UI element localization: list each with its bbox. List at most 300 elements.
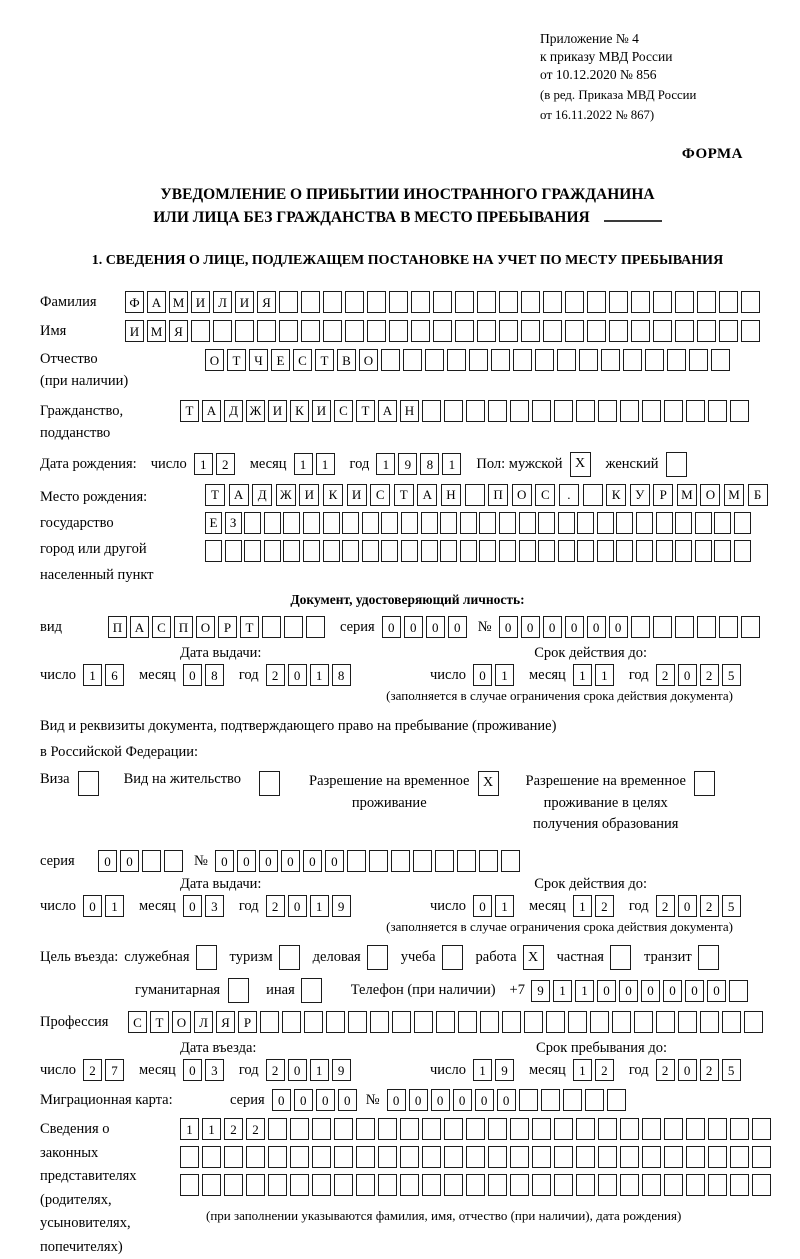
char-box[interactable] [301,320,320,342]
char-box[interactable] [563,1089,582,1111]
char-box[interactable]: 0 [259,850,278,872]
char-box[interactable] [711,349,730,371]
char-box[interactable]: 0 [663,980,682,1002]
char-box[interactable] [697,616,716,638]
char-box[interactable] [283,512,300,534]
char-box[interactable]: 0 [678,664,697,686]
char-box[interactable] [403,349,422,371]
char-box[interactable] [653,291,672,313]
char-box[interactable] [488,1146,507,1168]
char-box[interactable] [541,1089,560,1111]
char-box[interactable] [532,1118,551,1140]
char-box[interactable] [577,540,594,562]
char-box[interactable] [741,320,760,342]
char-box[interactable]: С [152,616,171,638]
char-box[interactable] [488,1118,507,1140]
char-box[interactable]: 0 [409,1089,428,1111]
char-box[interactable]: 0 [707,980,726,1002]
char-box[interactable]: 0 [473,895,492,917]
char-box[interactable] [488,400,507,422]
char-box[interactable]: Д [224,400,243,422]
char-box[interactable]: Е [205,512,222,534]
char-box[interactable] [576,400,595,422]
char-box[interactable] [741,616,760,638]
char-box[interactable] [499,291,518,313]
char-box[interactable] [634,1011,653,1033]
char-box[interactable] [653,616,672,638]
char-box[interactable]: 2 [246,1118,265,1140]
char-box[interactable] [609,320,628,342]
char-box[interactable]: 2 [656,664,675,686]
char-box[interactable]: Ч [249,349,268,371]
char-box[interactable] [356,1174,375,1196]
char-box[interactable]: 2 [656,895,675,917]
char-box[interactable]: 0 [387,1089,406,1111]
char-box[interactable] [202,1174,221,1196]
char-box[interactable] [590,1011,609,1033]
char-box[interactable] [519,540,536,562]
char-box[interactable]: 0 [288,664,307,686]
char-box[interactable] [730,1118,749,1140]
char-box[interactable] [400,1118,419,1140]
char-box[interactable] [306,616,325,638]
char-box[interactable] [675,540,692,562]
char-box[interactable] [246,1146,265,1168]
char-box[interactable] [244,512,261,534]
char-box[interactable] [519,1089,538,1111]
char-box[interactable] [636,512,653,534]
char-box[interactable] [664,400,683,422]
char-box[interactable]: И [299,484,319,506]
char-box[interactable] [477,291,496,313]
char-box[interactable] [279,291,298,313]
char-box[interactable]: 0 [678,895,697,917]
char-box[interactable] [708,1174,727,1196]
char-box[interactable] [279,320,298,342]
char-box[interactable] [391,850,410,872]
char-box[interactable] [645,349,664,371]
char-box[interactable] [585,1089,604,1111]
char-box[interactable] [698,945,719,970]
char-box[interactable] [225,540,242,562]
char-box[interactable] [631,616,650,638]
char-box[interactable] [607,1089,626,1111]
char-box[interactable]: П [108,616,127,638]
char-box[interactable] [301,291,320,313]
char-box[interactable] [708,400,727,422]
char-box[interactable]: О [359,349,378,371]
char-box[interactable] [521,291,540,313]
char-box[interactable] [381,349,400,371]
char-box[interactable] [411,291,430,313]
char-box[interactable] [78,771,99,796]
char-box[interactable]: 1 [442,453,461,475]
char-box[interactable]: 5 [722,895,741,917]
char-box[interactable] [284,616,303,638]
char-box[interactable]: X [570,452,591,477]
char-box[interactable] [752,1146,771,1168]
char-box[interactable] [694,771,715,796]
char-box[interactable] [729,980,748,1002]
char-box[interactable] [334,1174,353,1196]
char-box[interactable]: 0 [543,616,562,638]
char-box[interactable] [686,400,705,422]
char-box[interactable] [466,1118,485,1140]
char-box[interactable] [244,540,261,562]
char-box[interactable]: 0 [288,1059,307,1081]
char-box[interactable] [576,1174,595,1196]
char-box[interactable]: 0 [431,1089,450,1111]
char-box[interactable]: Н [400,400,419,422]
char-box[interactable] [598,400,617,422]
char-box[interactable]: 0 [473,664,492,686]
char-box[interactable]: 0 [120,850,139,872]
char-box[interactable]: 2 [595,895,614,917]
char-box[interactable] [191,320,210,342]
char-box[interactable]: П [174,616,193,638]
char-box[interactable] [686,1174,705,1196]
char-box[interactable]: 3 [205,895,224,917]
char-box[interactable] [719,291,738,313]
char-box[interactable] [479,512,496,534]
char-box[interactable] [290,1146,309,1168]
char-box[interactable]: 0 [215,850,234,872]
char-box[interactable] [675,616,694,638]
char-box[interactable]: 0 [325,850,344,872]
char-box[interactable]: У [630,484,650,506]
char-box[interactable] [631,320,650,342]
char-box[interactable] [259,771,280,796]
char-box[interactable]: 0 [587,616,606,638]
char-box[interactable] [290,1174,309,1196]
char-box[interactable]: Т [227,349,246,371]
char-box[interactable] [326,1011,345,1033]
char-box[interactable] [730,1174,749,1196]
char-box[interactable] [370,1011,389,1033]
char-box[interactable]: 2 [700,1059,719,1081]
char-box[interactable] [334,1118,353,1140]
char-box[interactable]: 5 [722,664,741,686]
char-box[interactable]: А [229,484,249,506]
char-box[interactable] [260,1011,279,1033]
char-box[interactable] [576,1118,595,1140]
char-box[interactable] [502,1011,521,1033]
char-box[interactable]: Л [194,1011,213,1033]
char-box[interactable] [401,540,418,562]
char-box[interactable]: 0 [288,895,307,917]
char-box[interactable] [142,850,161,872]
char-box[interactable] [601,349,620,371]
char-box[interactable] [734,540,751,562]
char-box[interactable] [466,1146,485,1168]
char-box[interactable] [741,291,760,313]
char-box[interactable]: Д [252,484,272,506]
char-box[interactable] [686,1146,705,1168]
char-box[interactable]: И [268,400,287,422]
char-box[interactable]: Ф [125,291,144,313]
char-box[interactable]: Т [205,484,225,506]
char-box[interactable]: 0 [338,1089,357,1111]
char-box[interactable] [583,484,603,506]
char-box[interactable]: М [724,484,744,506]
char-box[interactable]: И [347,484,367,506]
char-box[interactable] [664,1146,683,1168]
char-box[interactable]: 0 [609,616,628,638]
char-box[interactable] [642,1174,661,1196]
char-box[interactable]: 0 [183,1059,202,1081]
char-box[interactable] [180,1146,199,1168]
char-box[interactable] [510,400,529,422]
char-box[interactable] [433,291,452,313]
char-box[interactable] [334,1146,353,1168]
char-box[interactable] [558,540,575,562]
char-box[interactable] [465,484,485,506]
char-box[interactable]: А [417,484,437,506]
char-box[interactable]: С [370,484,390,506]
char-box[interactable]: 1 [376,453,395,475]
char-box[interactable] [411,320,430,342]
char-box[interactable] [597,512,614,534]
char-box[interactable] [501,850,520,872]
char-box[interactable] [345,291,364,313]
char-box[interactable] [554,1146,573,1168]
char-box[interactable] [587,291,606,313]
char-box[interactable] [312,1146,331,1168]
char-box[interactable] [362,540,379,562]
char-box[interactable] [312,1118,331,1140]
char-box[interactable] [714,512,731,534]
char-box[interactable] [708,1146,727,1168]
char-box[interactable] [656,1011,675,1033]
char-box[interactable] [744,1011,763,1033]
char-box[interactable] [513,349,532,371]
char-box[interactable] [538,540,555,562]
char-box[interactable]: П [488,484,508,506]
char-box[interactable] [598,1174,617,1196]
char-box[interactable] [345,320,364,342]
char-box[interactable] [268,1118,287,1140]
char-box[interactable] [558,512,575,534]
char-box[interactable] [656,512,673,534]
char-box[interactable]: 0 [685,980,704,1002]
char-box[interactable]: 0 [565,616,584,638]
char-box[interactable]: 0 [678,1059,697,1081]
char-box[interactable] [636,540,653,562]
char-box[interactable]: О [512,484,532,506]
char-box[interactable]: И [125,320,144,342]
char-box[interactable]: 0 [183,664,202,686]
char-box[interactable]: 9 [332,895,351,917]
char-box[interactable] [675,512,692,534]
char-box[interactable] [700,1011,719,1033]
char-box[interactable]: Т [240,616,259,638]
char-box[interactable] [392,1011,411,1033]
char-box[interactable] [697,291,716,313]
char-box[interactable]: Я [257,291,276,313]
char-box[interactable] [378,1146,397,1168]
char-box[interactable] [460,540,477,562]
char-box[interactable] [303,512,320,534]
char-box[interactable]: З [225,512,242,534]
char-box[interactable]: 0 [499,616,518,638]
char-box[interactable]: А [147,291,166,313]
char-box[interactable] [752,1174,771,1196]
char-box[interactable] [499,320,518,342]
char-box[interactable] [282,1011,301,1033]
char-box[interactable]: 0 [316,1089,335,1111]
char-box[interactable] [598,1146,617,1168]
char-box[interactable] [224,1174,243,1196]
char-box[interactable] [620,1146,639,1168]
char-box[interactable] [656,540,673,562]
char-box[interactable] [312,1174,331,1196]
char-box[interactable] [719,616,738,638]
char-box[interactable]: Т [356,400,375,422]
char-box[interactable]: 1 [573,1059,592,1081]
char-box[interactable]: 1 [83,664,102,686]
char-box[interactable] [440,540,457,562]
char-box[interactable] [568,1011,587,1033]
char-box[interactable]: 3 [205,1059,224,1081]
char-box[interactable] [510,1146,529,1168]
char-box[interactable] [730,1146,749,1168]
char-box[interactable] [587,320,606,342]
char-box[interactable] [323,291,342,313]
char-box[interactable] [469,349,488,371]
char-box[interactable]: 1 [473,1059,492,1081]
char-box[interactable] [666,452,687,477]
char-box[interactable] [362,512,379,534]
char-box[interactable] [414,1011,433,1033]
char-box[interactable]: 1 [310,664,329,686]
char-box[interactable] [323,320,342,342]
char-box[interactable] [268,1174,287,1196]
char-box[interactable]: 9 [398,453,417,475]
char-box[interactable] [543,320,562,342]
char-box[interactable] [752,1118,771,1140]
char-box[interactable]: К [323,484,343,506]
char-box[interactable] [228,978,249,1003]
char-box[interactable]: С [334,400,353,422]
char-box[interactable]: И [235,291,254,313]
char-box[interactable] [367,320,386,342]
char-box[interactable]: Р [218,616,237,638]
char-box[interactable]: 9 [495,1059,514,1081]
char-box[interactable] [205,540,222,562]
char-box[interactable] [400,1174,419,1196]
char-box[interactable]: 0 [619,980,638,1002]
char-box[interactable] [664,1174,683,1196]
char-box[interactable] [279,945,300,970]
char-box[interactable]: 1 [202,1118,221,1140]
char-box[interactable] [264,512,281,534]
char-box[interactable]: 2 [656,1059,675,1081]
char-box[interactable] [697,320,716,342]
char-box[interactable] [301,978,322,1003]
char-box[interactable] [546,1011,565,1033]
char-box[interactable]: И [312,400,331,422]
char-box[interactable]: 0 [597,980,616,1002]
char-box[interactable] [444,1174,463,1196]
char-box[interactable] [422,400,441,422]
char-box[interactable] [664,1118,683,1140]
char-box[interactable] [565,320,584,342]
char-box[interactable]: С [128,1011,147,1033]
char-box[interactable]: 1 [495,895,514,917]
char-box[interactable]: 0 [641,980,660,1002]
char-box[interactable]: 0 [272,1089,291,1111]
char-box[interactable] [519,512,536,534]
char-box[interactable] [642,1146,661,1168]
char-box[interactable] [323,540,340,562]
char-box[interactable]: К [606,484,626,506]
char-box[interactable] [401,512,418,534]
char-box[interactable]: 0 [497,1089,516,1111]
char-box[interactable]: Я [216,1011,235,1033]
char-box[interactable] [348,1011,367,1033]
char-box[interactable] [623,349,642,371]
char-box[interactable] [444,1118,463,1140]
char-box[interactable] [381,540,398,562]
char-box[interactable] [196,945,217,970]
char-box[interactable] [678,1011,697,1033]
char-box[interactable] [323,512,340,534]
char-box[interactable] [202,1146,221,1168]
char-box[interactable]: X [523,945,544,970]
char-box[interactable] [283,540,300,562]
char-box[interactable] [369,850,388,872]
char-box[interactable]: М [677,484,697,506]
char-box[interactable] [708,1118,727,1140]
char-box[interactable] [620,1174,639,1196]
char-box[interactable]: 8 [420,453,439,475]
char-box[interactable] [695,512,712,534]
char-box[interactable] [413,850,432,872]
char-box[interactable] [667,349,686,371]
char-box[interactable]: 9 [332,1059,351,1081]
char-box[interactable] [675,291,694,313]
char-box[interactable]: 0 [426,616,445,638]
char-box[interactable] [499,512,516,534]
char-box[interactable] [597,540,614,562]
char-box[interactable] [510,1118,529,1140]
char-box[interactable]: 0 [521,616,540,638]
char-box[interactable]: О [700,484,720,506]
char-box[interactable] [631,291,650,313]
char-box[interactable] [616,512,633,534]
char-box[interactable] [689,349,708,371]
char-box[interactable]: Т [180,400,199,422]
char-box[interactable] [257,320,276,342]
char-box[interactable] [356,1146,375,1168]
char-box[interactable] [400,1146,419,1168]
char-box[interactable]: 1 [595,664,614,686]
char-box[interactable]: О [196,616,215,638]
char-box[interactable] [458,1011,477,1033]
char-box[interactable] [164,850,183,872]
char-box[interactable]: 1 [573,664,592,686]
char-box[interactable] [389,291,408,313]
char-box[interactable] [554,1118,573,1140]
char-box[interactable] [499,540,516,562]
char-box[interactable] [268,1146,287,1168]
char-box[interactable] [620,1118,639,1140]
char-box[interactable] [577,512,594,534]
char-box[interactable]: Т [150,1011,169,1033]
char-box[interactable]: 2 [595,1059,614,1081]
char-box[interactable] [224,1146,243,1168]
char-box[interactable]: А [378,400,397,422]
